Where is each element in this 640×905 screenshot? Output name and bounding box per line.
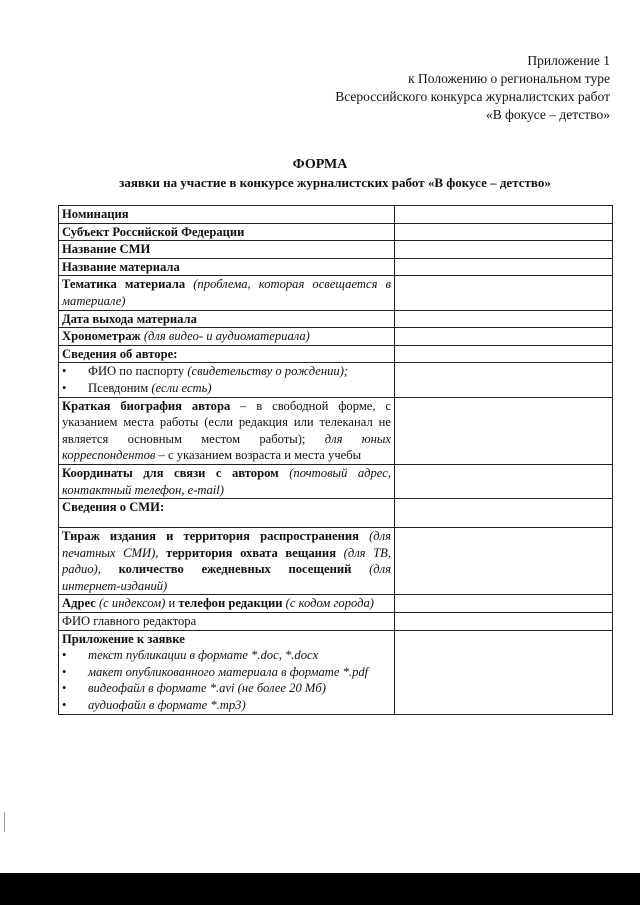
bio-hint: для юных корреспондентов bbox=[62, 431, 391, 463]
table-row bbox=[59, 528, 613, 595]
pseudonym-hint: (если есть) bbox=[151, 380, 212, 395]
fio-label: ФИО по паспорту bbox=[88, 364, 185, 379]
appendix-line-2: к Положению о региональном туре bbox=[408, 71, 610, 86]
bio-tail: – с указанием возраста и места учебы bbox=[155, 448, 362, 463]
list-item bbox=[62, 380, 391, 397]
form-title: ФОРМА bbox=[292, 157, 348, 172]
appendix-line-1: Приложение 1 bbox=[527, 53, 610, 68]
table-row bbox=[59, 613, 613, 631]
table-row bbox=[59, 464, 613, 498]
table-row bbox=[59, 345, 613, 363]
table-row bbox=[59, 328, 613, 346]
phone-label: телефон редакции bbox=[178, 596, 283, 611]
label-timing bbox=[59, 328, 395, 346]
pseudonym-label: Псевдоним bbox=[88, 380, 149, 395]
attachment-item: видеофайл в формате *.avi (не более 20 Мб) bbox=[88, 681, 326, 696]
list-item bbox=[62, 697, 391, 714]
list-item bbox=[62, 680, 391, 697]
label-author-names bbox=[59, 363, 395, 397]
field-attachments[interactable] bbox=[394, 630, 612, 714]
scan-edge-mark bbox=[4, 812, 5, 832]
label-biography bbox=[59, 397, 395, 464]
field-release-date[interactable] bbox=[394, 310, 612, 328]
fio-item bbox=[88, 363, 391, 380]
field-media-name[interactable] bbox=[394, 241, 612, 259]
label-contacts bbox=[59, 464, 395, 498]
bullet-icon: • bbox=[62, 681, 67, 696]
address-label: Адрес bbox=[62, 596, 96, 611]
appendix-header bbox=[250, 52, 610, 124]
label-media-info: Сведения о СМИ: bbox=[59, 499, 395, 528]
field-address[interactable] bbox=[394, 595, 612, 613]
visits-hint: (для интернет-изданий) bbox=[62, 562, 391, 593]
appendix-line-3: Всероссийского конкурса журналистских работ bbox=[335, 89, 610, 104]
table-row bbox=[59, 363, 613, 397]
field-subject[interactable] bbox=[394, 223, 612, 241]
bio-text: – в свободной форме, с указанием места работы (если редакция или телеканал не является основным местом работы); bbox=[62, 398, 391, 446]
label-address bbox=[59, 595, 395, 613]
pseudonym-item bbox=[88, 380, 391, 397]
attachments-title: Приложение к заявке bbox=[62, 631, 185, 646]
field-author-info bbox=[394, 345, 612, 363]
field-author-names[interactable] bbox=[394, 363, 612, 397]
table-row bbox=[59, 258, 613, 276]
bullet-icon: • bbox=[62, 648, 67, 663]
bullet-icon: • bbox=[62, 364, 67, 379]
topic-hint: (проблема, которая освещается в материале) bbox=[62, 277, 391, 308]
contacts-label: Координаты для связи с автором bbox=[62, 465, 279, 480]
list-item bbox=[62, 664, 391, 681]
label-circulation bbox=[59, 528, 395, 595]
bio-label: Краткая биография автора bbox=[62, 398, 231, 413]
attachment-item: аудиофайл в формате *.mp3) bbox=[88, 698, 246, 713]
coverage-hint: (для ТВ, радио), bbox=[62, 545, 391, 577]
timing-hint: (для видео- и аудиоматериала) bbox=[143, 329, 310, 344]
table-row bbox=[59, 499, 613, 528]
field-nomination[interactable] bbox=[394, 206, 612, 224]
appendix-line-4: «В фокусе – детство» bbox=[486, 107, 610, 122]
label-topic bbox=[59, 276, 395, 310]
circulation-label: Тираж издания и территория распространения bbox=[62, 529, 359, 544]
attachment-item: текст публикации в формате *.doc, *.docx bbox=[88, 648, 319, 663]
table-row bbox=[59, 241, 613, 259]
label-material-name: Название материала bbox=[59, 258, 395, 276]
bullet-icon: • bbox=[62, 664, 67, 679]
label-media-name: Название СМИ bbox=[59, 241, 395, 259]
address-and: и bbox=[168, 596, 176, 611]
list-item bbox=[62, 363, 391, 380]
label-nomination: Номинация bbox=[59, 206, 395, 224]
visits-label: количество ежедневных посещений bbox=[118, 562, 352, 577]
contacts-hint: (почтовый адрес, контактный телефон, e-mail) bbox=[62, 465, 391, 497]
field-timing[interactable] bbox=[394, 328, 612, 346]
table-row bbox=[59, 310, 613, 328]
table-row bbox=[59, 223, 613, 241]
table-row bbox=[59, 276, 613, 310]
label-release-date: Дата выхода материала bbox=[59, 310, 395, 328]
field-topic[interactable] bbox=[394, 276, 612, 310]
scan-bottom-bar bbox=[0, 873, 640, 905]
label-attachments bbox=[59, 630, 395, 714]
field-media-info bbox=[394, 499, 612, 528]
coverage-label: территория охвата вещания bbox=[166, 545, 337, 560]
topic-label: Тематика материала bbox=[62, 277, 186, 292]
list-item bbox=[62, 647, 391, 664]
bullet-icon: • bbox=[62, 698, 67, 713]
field-circulation[interactable] bbox=[394, 528, 612, 595]
address-hint: (с индексом) bbox=[98, 596, 166, 611]
table-row bbox=[59, 397, 613, 464]
application-form-table bbox=[58, 205, 613, 715]
circulation-hint: (для печатных СМИ), bbox=[62, 529, 391, 560]
field-editor[interactable] bbox=[394, 613, 612, 631]
field-material-name[interactable] bbox=[394, 258, 612, 276]
bullet-icon: • bbox=[62, 380, 67, 395]
attachment-item: макет опубликованного материала в формате *.pdf bbox=[88, 664, 369, 679]
timing-label: Хронометраж bbox=[62, 329, 141, 344]
table-row bbox=[59, 206, 613, 224]
label-subject: Субъект Российской Федерации bbox=[59, 223, 395, 241]
label-editor: ФИО главного редактора bbox=[59, 613, 395, 631]
table-row bbox=[59, 595, 613, 613]
fio-hint: (свидетельству о рождении); bbox=[187, 364, 349, 379]
table-row bbox=[59, 630, 613, 714]
field-contacts[interactable] bbox=[394, 464, 612, 498]
label-author-info: Сведения об авторе: bbox=[59, 345, 395, 363]
form-subtitle: заявки на участие в конкурсе журналистских работ «В фокусе – детство» bbox=[119, 175, 551, 190]
field-biography[interactable] bbox=[394, 397, 612, 464]
phone-hint: (с кодом города) bbox=[285, 596, 374, 611]
